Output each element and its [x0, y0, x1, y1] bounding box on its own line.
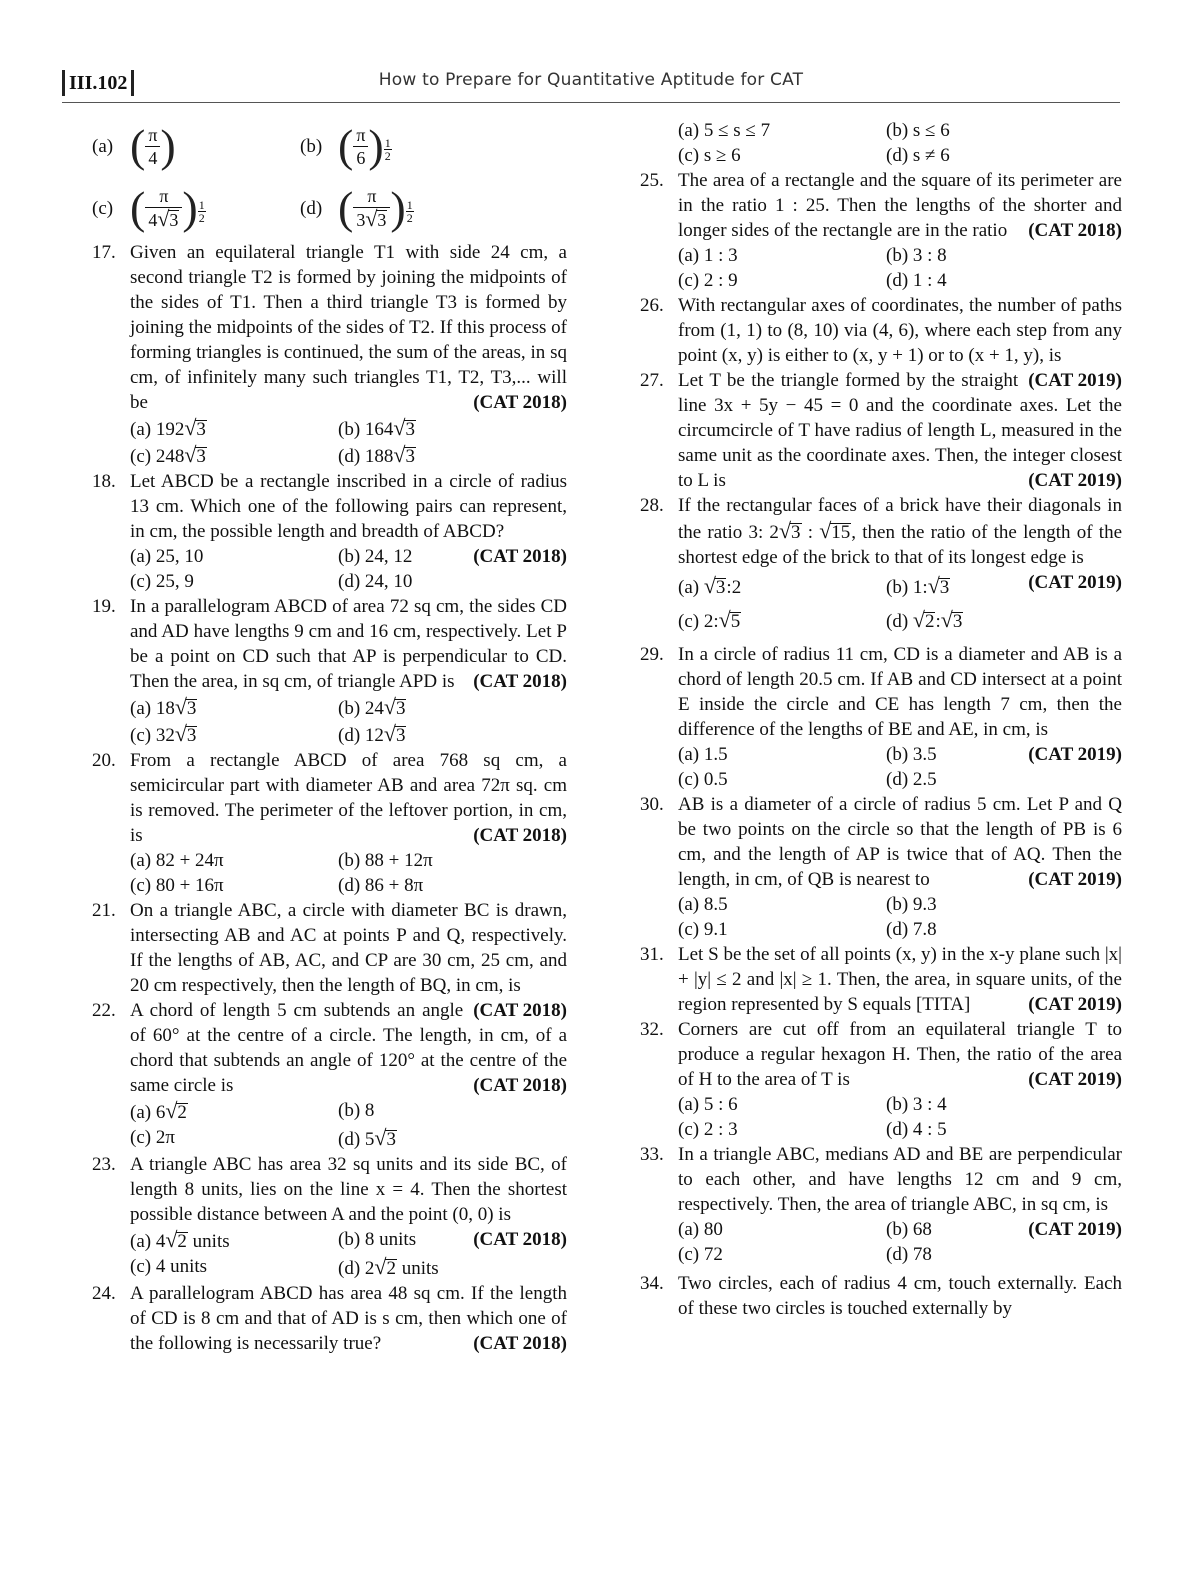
options-24: (a) 5 ≤ s ≤ 7 (b) s ≤ 6 (c) s ≥ 6 (d) s ≠ 6 [678, 120, 950, 166]
options-25: (a) 1 : 3 (b) 3 : 8 (c) 2 : 9 (d) 1 : 4 [678, 245, 947, 291]
question-text: The area of a rectangle and the square of its perimeter are in the ratio 1 : 25. Then the lengths of the shorter and longer sides of the rectangle are in the ratio [678, 170, 1122, 241]
question-text: With rectangular axes of coordinates, the number of paths from (1, 1) to (8, 10) via (4, 6), where each step from any point (x, y) is either to (x, y + 1) or to (x + 1, y), is [678, 295, 1122, 366]
source-tag: (CAT 2019) [1028, 1219, 1122, 1240]
fraction: $\frac{\pi}{6}$ [353, 124, 368, 169]
question-24: 24. A parallelogram ABCD has area 48 sq cm. If the length of CD is 8 cm and that of AD is s cm, then which one of the following is necessarily true? (CAT 2018) [92, 1283, 567, 1354]
options-17: (a) 192√3 (b) 164√3 (c) 248√3 (d) 188√3 [130, 415, 415, 467]
q16-option-b: (b) ( $\frac{\pi}{6}$ ) 1 2 [300, 120, 391, 171]
question-text: A triangle ABC has area 32 sq units and its side BC, of length 8 units, lies on the line x = 4. Then the shortest possible distance between A and the point (0, 0) is [130, 1154, 567, 1225]
question-30: 30. AB is a diameter of a circle of radius 5 cm. Let P and Q be two points on the circle so that the length of PB is 6 cm, and the length of AP is twice that of AQ. Then the length, in cm, of QB is nearest to (CAT 2019) [640, 794, 1122, 890]
question-17: 17. Given an equilateral triangle T1 with side 24 cm, a second triangle T2 is formed by joining the midpoints of the sides of T1. Then a third triangle T3 is formed by joining the midpoints of the sides of T2. If this process of forming triangles is continued, the sum of the areas, in sq cm, of infinitely many such triangles T1, T2, T3,... will be (CAT 2018) [92, 242, 567, 413]
source-tag: (CAT 2018) [473, 1000, 567, 1021]
options-33: (a) 80 (b) 68 (c) 72 (d) 78 [678, 1219, 932, 1265]
question-text: Let S be the set of all points (x, y) in the x-y plane such |x| + |y| ≤ 2 and |x| ≥ 1. Then, the area, in square units, of the region represented by S equals [TITA] [678, 944, 1122, 1015]
question-text: On a triangle ABC, a circle with diameter BC is drawn, intersecting AB and AC at points P and Q, respectively. If the lengths of AB, AC, and CP are 30 cm, 25 cm, and 20 cm respectively, then the length of BQ, in cm, is [130, 900, 567, 996]
question-text: A parallelogram ABCD has area 48 sq cm. If the length of CD is 8 cm and that of AD is s cm, then which one of the following is necessarily true? [130, 1283, 567, 1354]
q16-option-c: (c) ( $\frac{\pi}{4√3}$ ) 1 2 [92, 182, 205, 233]
source-tag: (CAT 2018) [1028, 220, 1122, 241]
options-32: (a) 5 : 6 (b) 3 : 4 (c) 2 : 3 (d) 4 : 5 [678, 1094, 947, 1140]
question-text: If the rectangular faces of a brick have their diagonals in the ratio 3: 2√3 : √15, then the ratio of the length of the shortest edge of the brick to that of its longest edge is [678, 495, 1123, 568]
options-22: (a) 6√2 (b) 8 (c) 2π (d) 5√3 [130, 1098, 396, 1150]
question-25: 25. The area of a rectangle and the square of its perimeter are in the ratio 1 : 25. Then the lengths of the shorter and longer sides of the rectangle are in the ratio (CAT 2018) [640, 170, 1122, 241]
question-text: In a triangle ABC, medians AD and BE are perpendicular to each other, and have lengths 12 cm and 9 cm, respectively. Then, the area of triangle ABC, in sq cm, is [678, 1144, 1122, 1215]
source-tag: (CAT 2018) [473, 1333, 567, 1354]
source-tag: (CAT 2018) [473, 392, 567, 413]
source-tag: (CAT 2019) [1028, 744, 1122, 765]
exponent: 1 2 [198, 197, 205, 225]
left-column [92, 118, 567, 1356]
q16-options-row-2 [92, 180, 567, 236]
question-text: Corners are cut off from an equilateral triangle T to produce a regular hexagon H. Then, the ratio of the area of H to the area of T is [678, 1019, 1122, 1090]
right-column [640, 118, 1122, 1321]
question-27: 27. Let T be the triangle formed by the straight line 3x + 5y − 45 = 0 and the coordinate axes. Let the circumcircle of T have radius of length L, measured in the same unit as the coordinate axes. Then, the integer closest to L is (CAT 2019) [640, 370, 1122, 491]
question-28: 28. If the rectangular faces of a brick have their diagonals in the ratio 3: 2√3 : √15, then the ratio of the length of the shortest edge of the brick to that of its longest edge is (CAT 2019) [640, 495, 1123, 593]
fraction: $\frac{\pi}{4}$ [145, 124, 160, 169]
options-29: (a) 1.5 (b) 3.5 (c) 0.5 (d) 2.5 [678, 744, 937, 790]
question-text: Let T be the triangle formed by the straight line 3x + 5y − 45 = 0 and the coordinate axes. Let the circumcircle of T have radius of length L, measured in the same unit as the coordinate axes. Then, the integer closest to L is [678, 370, 1122, 491]
q16-option-d: (d) ( $\frac{\pi}{3√3}$ ) 1 2 [300, 182, 413, 233]
options-28: (a) √3:2 (b) 1:√3 (c) 2:√5 (d) √2:√3 [678, 573, 963, 632]
fraction: $\frac{\pi}{3√3}$ [353, 185, 390, 231]
question-text: AB is a diameter of a circle of radius 5 cm. Let P and Q be two points on the circle so that the length of PB is 6 cm, and the length of AP is twice that of AQ. Then the length, in cm, of QB is nearest to [678, 794, 1122, 890]
q16-options-row-1 [92, 118, 567, 174]
source-tag: (CAT 2019) [1028, 1069, 1122, 1090]
options-20: (a) 82 + 24π (b) 88 + 12π (c) 80 + 16π (d) 86 + 8π [130, 850, 433, 896]
question-22: 22. A chord of length 5 cm subtends an angle of 60° at the centre of a circle. The length, in cm, of a chord that subtends an angle of 120° at the centre of the same circle is (CAT 2018) [92, 1000, 567, 1096]
page-number: III.102 [62, 70, 134, 96]
question-32: 32. Corners are cut off from an equilateral triangle T to produce a regular hexagon H. Then, the ratio of the area of H to the area of T is (CAT 2019) [640, 1019, 1122, 1090]
exponent: 1 2 [406, 197, 413, 225]
source-tag: (CAT 2019) [1028, 994, 1122, 1015]
exponent: 1 2 [384, 135, 391, 163]
q16-option-a: (a) ( $\frac{\pi}{4}$ ) [92, 120, 176, 171]
question-20: 20. From a rectangle ABCD of area 768 sq cm, a semicircular part with diameter AB and area 72π sq. cm is removed. The perimeter of the leftover portion, in cm, is (CAT 2018) [92, 750, 567, 846]
source-tag: (CAT 2019) [1028, 470, 1122, 491]
question-31: 31. Let S be the set of all points (x, y) in the x-y plane such |x| + |y| ≤ 2 and |x| ≥ 1. Then, the area, in square units, of the region represented by S equals [TITA] (CAT 2019) [640, 944, 1122, 1015]
question-34: 34. Two circles, each of radius 4 cm, touch externally. Each of these two circles is touched externally by [640, 1273, 1122, 1319]
question-18: 18. Let ABCD be a rectangle inscribed in a circle of radius 13 cm. Which one of the following pairs can represent, in cm, the possible length and breadth of ABCD? (CAT 2018) [92, 471, 567, 567]
question-33: 33. In a triangle ABC, medians AD and BE are perpendicular to each other, and have lengths 12 cm and 9 cm, respectively. Then, the area of triangle ABC, in sq cm, is (CAT 2019) [640, 1144, 1122, 1240]
fraction: $\frac{\pi}{4√3}$ [145, 185, 182, 231]
source-tag: (CAT 2018) [473, 1075, 567, 1096]
question-text: Given an equilateral triangle T1 with side 24 cm, a second triangle T2 is formed by joining the midpoints of the sides of T1. Then a third triangle T3 is formed by joining the midpoints of the sides of T2. If this process of forming triangles is continued, the sum of the areas, in sq cm, of infinitely many such triangles T1, T2, T3,... will be [130, 242, 567, 413]
options-18: (a) 25, 10 (b) 24, 12 (c) 25, 9 (d) 24, 10 [130, 546, 413, 592]
options-19: (a) 18√3 (b) 24√3 (c) 32√3 (d) 12√3 [130, 694, 406, 746]
page-header [62, 68, 1120, 103]
question-19: 19. In a parallelogram ABCD of area 72 sq cm, the sides CD and AD have lengths 9 cm and 16 cm, respectively. Let P be a point on CD such that AP is perpendicular to CD. Then the area, in sq cm, of triangle APD is (CAT 2018) [92, 596, 567, 692]
source-tag: (CAT 2019) [1028, 869, 1122, 890]
question-29: 29. In a circle of radius 11 cm, CD is a diameter and AB is a chord of length 20.5 cm. If AB and CD intersect at a point E inside the circle and CE has length 7 cm, then the difference of the lengths of BE and AE, in cm, is (CAT 2019) [640, 644, 1122, 765]
question-text: In a circle of radius 11 cm, CD is a diameter and AB is a chord of length 20.5 cm. If AB and CD intersect at a point E inside the circle and CE has length 7 cm, then the difference of the lengths of BE and AE, in cm, is [678, 644, 1122, 740]
options-23: (a) 4√2 units (b) 8 units (c) 4 units (d) 2√2 units [130, 1227, 439, 1279]
source-tag: (CAT 2018) [473, 1229, 567, 1250]
question-23: 23. A triangle ABC has area 32 sq units and its side BC, of length 8 units, lies on the line x = 4. Then the shortest possible distance between A and the point (0, 0) is (CAT 2018) [92, 1154, 567, 1250]
source-tag: (CAT 2018) [473, 546, 567, 567]
source-tag: (CAT 2019) [1028, 572, 1122, 593]
question-text: A chord of length 5 cm subtends an angle of 60° at the centre of a circle. The length, in cm, of a chord that subtends an angle of 120° at the centre of the same circle is [130, 1000, 567, 1096]
source-tag: (CAT 2018) [473, 671, 567, 692]
source-tag: (CAT 2019) [1028, 370, 1122, 391]
question-text: Two circles, each of radius 4 cm, touch externally. Each of these two circles is touched externally by [678, 1273, 1122, 1319]
source-tag: (CAT 2018) [473, 825, 567, 846]
question-text: Let ABCD be a rectangle inscribed in a circle of radius 13 cm. Which one of the following pairs can represent, in cm, the possible length and breadth of ABCD? [130, 471, 567, 542]
options-30: (a) 8.5 (b) 9.3 (c) 9.1 (d) 7.8 [678, 894, 937, 940]
question-26: 26. With rectangular axes of coordinates, the number of paths from (1, 1) to (8, 10) via (4, 6), where each step from any point (x, y) is either to (x, y + 1) or to (x + 1, y), is (CAT 2019) [640, 295, 1122, 391]
question-text: In a parallelogram ABCD of area 72 sq cm, the sides CD and AD have lengths 9 cm and 16 cm, respectively. Let P be a point on CD such that AP is perpendicular to CD. Then the area, in sq cm, of triangle APD is [130, 596, 567, 692]
question-21: 21. On a triangle ABC, a circle with diameter BC is drawn, intersecting AB and AC at points P and Q, respectively. If the lengths of AB, AC, and CP are 30 cm, 25 cm, and 20 cm respectively, then the length of BQ, in cm, is (CAT 2018) [92, 900, 567, 1021]
running-title: How to Prepare for Quantitative Aptitude for CAT [378, 70, 804, 90]
question-text: From a rectangle ABCD of area 768 sq cm, a semicircular part with diameter AB and area 72π sq. cm is removed. The perimeter of the leftover portion, in cm, is [130, 750, 567, 846]
